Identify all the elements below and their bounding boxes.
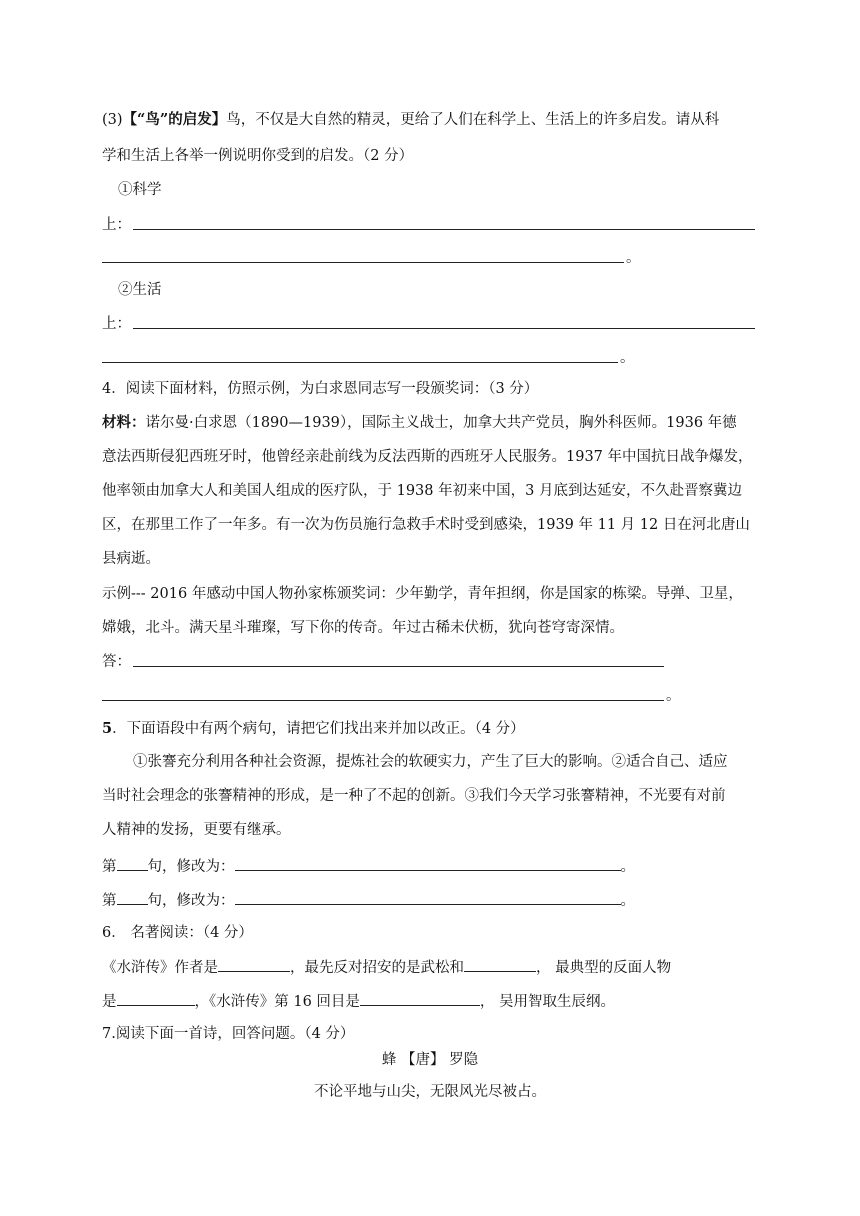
q5-sentence-number-blank-2[interactable]: [117, 890, 148, 905]
q7-poem-title: 蜂 【唐】 罗隐: [381, 1052, 479, 1068]
q5-row-mid: 句，修改为：: [147, 893, 235, 909]
q4-example-line-2: 嫦娥，北斗。满天星斗璀璨，写下你的传奇。年过古稀未伏枥，犹向苍穹寄深情。: [102, 620, 624, 636]
q4-material-label: 材料：: [102, 414, 146, 431]
q5-answer-row-1: [102, 856, 635, 877]
q6-text-2a: 是: [102, 994, 117, 1010]
q3-science-answer-line-2[interactable]: [102, 261, 624, 263]
q7-poem-line-1: 不论平地与山尖，无限风光尽被占。: [314, 1084, 546, 1100]
q6-character-blank[interactable]: [464, 957, 536, 972]
q3-science-answer-line-1[interactable]: [133, 228, 755, 230]
q4-material-text-1: 诺尔曼·白求恩（1890—1939），国际主义战士，加拿大共产党员，胸外科医师。1936 年德: [145, 415, 737, 431]
q6-text-1b: ，最先反对招安的是武松和: [290, 960, 464, 976]
q5-row-prefix: 第: [102, 893, 117, 909]
q5-row-prefix: 第: [102, 859, 117, 875]
q6-line-2: [102, 991, 615, 1012]
q3-text-1: 鸟，不仅是大自然的精灵，更给了人们在科学上、生活上的许多启发。请从科: [226, 112, 720, 128]
q4-title: 4．阅读下面材料，仿照示例，为白求恩同志写一段颁奖词：（3 分）: [102, 381, 539, 397]
q6-author-blank[interactable]: [218, 957, 290, 972]
q6-text-2c: ， 吴用智取生辰纲。: [479, 994, 616, 1010]
q3-life-answer-line-2[interactable]: [102, 361, 618, 363]
q5-paragraph-line-2: 当时社会理念的张謇精神的形成，是一种了不起的创新。③我们今天学习张謇精神，不光要有对前: [102, 788, 726, 804]
q5-paragraph-line-1: ①张謇充分利用各种社会资源，提炼社会的软硬实力，产生了巨大的影响。②适合自己、适应: [133, 754, 728, 770]
q5-title-line: [102, 719, 525, 739]
q6-title: 6． 名著阅读：（4 分）: [102, 925, 253, 941]
q6-text-1c: ， 最典型的反面人物: [536, 960, 672, 976]
q6-villain-blank[interactable]: [117, 991, 195, 1006]
q3-science-label: ①科学: [118, 182, 162, 198]
q3-science-cont: 上：: [102, 217, 131, 233]
q4-end: 。: [666, 688, 681, 704]
q4-answer-label: 答：: [102, 654, 131, 670]
q3-prefix: (3): [102, 112, 123, 128]
q3-tag: 【“鸟”的启发】: [122, 111, 227, 128]
q4-material-line-2: 意法西斯侵犯西班牙时，他曾经亲赴前线为反法西斯的西班牙人民服务。1937 年中国抗日战争爆发，: [102, 449, 753, 465]
q3-life-answer-line-1[interactable]: [133, 327, 755, 329]
q3-life-end: 。: [620, 350, 635, 366]
q3-science-end: 。: [626, 250, 641, 266]
q6-line-1: [102, 957, 671, 978]
q5-paragraph-line-3: 人精神的发扬，更要有继承。: [102, 822, 291, 838]
q5-answer-row-2: [102, 890, 635, 911]
q4-material-line-3: 他率领由加拿大人和美国人组成的医疗队，于 1938 年初来中国，3 月底到达延安，不久赴晋察冀边: [102, 483, 742, 499]
q6-chapter-blank[interactable]: [360, 991, 480, 1006]
q5-sentence-number-blank-1[interactable]: [117, 856, 148, 871]
q5-correction-blank-2[interactable]: [235, 890, 621, 905]
q4-material-line-5: 县病逝。: [102, 551, 160, 567]
q4-example-line-1: 示例--- 2016 年感动中国人物孙家栋颁奖词：少年勤学，青年担纲，你是国家的栋梁。导弹、卫星，: [102, 586, 743, 602]
q4-material-line-1: [102, 413, 737, 433]
q5-correction-blank-1[interactable]: [235, 856, 621, 871]
q3-life-cont: 上：: [102, 316, 131, 332]
q5-row-end: 。: [620, 859, 635, 875]
q4-material-line-4: 区，在那里工作了一年多。有一次为伤员施行急救手术时受到感染，1939 年 11 月 12 日在河北唐山: [102, 517, 750, 533]
q6-text-1a: 《水浒传》作者是: [102, 960, 218, 976]
q5-row-mid: 句，修改为：: [147, 859, 235, 875]
q5-row-end: 。: [620, 893, 635, 909]
q3-life-label: ②生活: [118, 282, 162, 298]
q4-answer-line-2[interactable]: [102, 699, 664, 701]
q3-line-1: [102, 110, 719, 130]
q5-title: ．下面语段中有两个病句，请把它们找出来并加以改正。（4 分）: [112, 721, 525, 737]
q7-title: 7.阅读下面一首诗，回答问题。（4 分）: [102, 1026, 355, 1042]
q4-answer-line-1[interactable]: [133, 665, 664, 667]
q3-line-2: 学和生活上各举一例说明你受到的启发。（2 分）: [102, 148, 414, 164]
q6-text-2b: ，《水浒传》第 16 回目是: [194, 994, 360, 1010]
q5-number: 5: [102, 720, 113, 737]
